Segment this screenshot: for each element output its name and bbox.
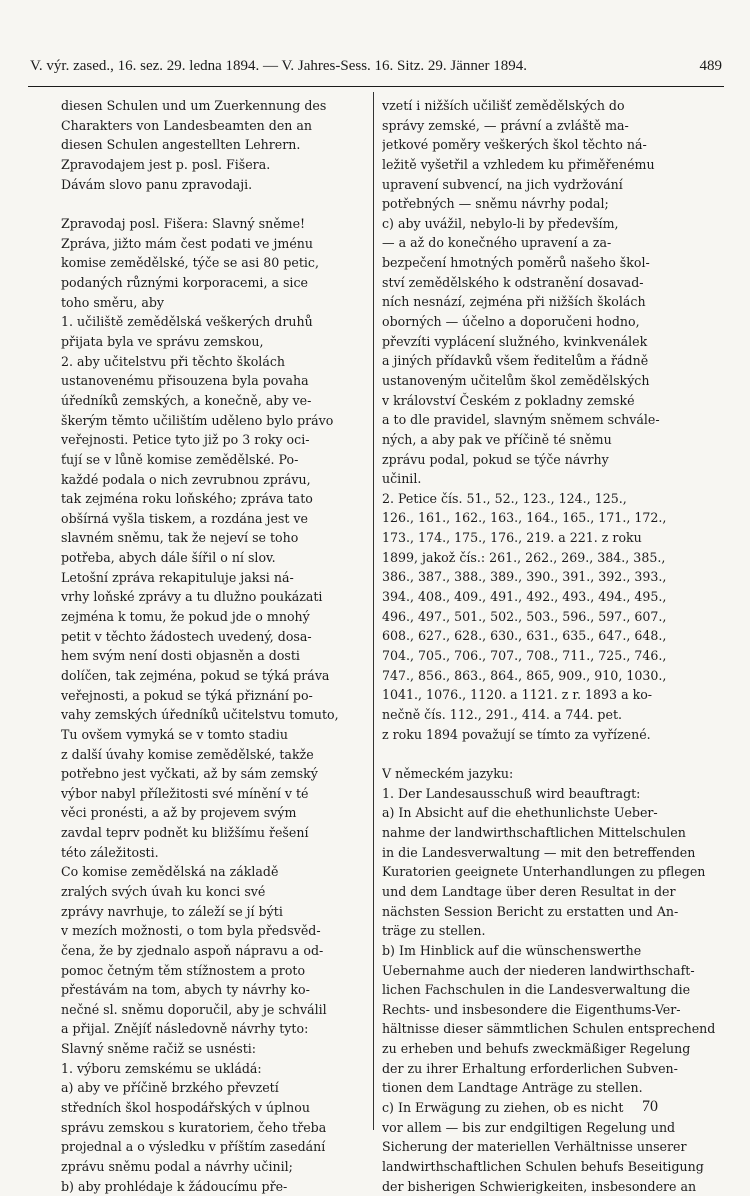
page-number: 489 <box>699 58 722 74</box>
text-line: 394., 408., 409., 491., 492., 493., 494., 495., <box>382 589 667 605</box>
text-line: výbor nabyl příležitosti své mínění v té <box>61 785 309 801</box>
text-line: ních nesnází, zejména při nižších školách <box>382 294 646 310</box>
text-line: středních škol hospodářských v úplnou <box>61 1100 310 1116</box>
text-line: nächsten Session Bericht zu erstatten und An- <box>382 903 679 919</box>
paragraph-gap <box>61 194 367 214</box>
text-line: 608., 627., 628., 630., 631., 635., 647., 648., <box>382 628 667 644</box>
text-line: V německém jazyku: <box>382 766 514 782</box>
text-line: tak zejména roku loňského; zpráva tato <box>61 491 313 507</box>
text-line: vahy zemských úředníků učitelstvu tomuto, <box>61 707 339 723</box>
text-line: 496., 497., 501., 502., 503., 596., 597., 607., <box>382 608 667 624</box>
text-line: 386., 387., 388., 389., 390., 391., 392., 393., <box>382 569 667 585</box>
text-line: der zu ihrer Erhaltung erforderlichen Subven- <box>382 1060 678 1076</box>
text-line: 2. aby učitelstvu při těchto školách <box>61 353 286 369</box>
text-line: Uebernahme auch der niederen landwirthschaft- <box>382 962 695 978</box>
text-line: každé podala o nich zevrubnou zprávu, <box>61 471 311 487</box>
text-line: — a až do konečného upravení a za- <box>382 235 612 251</box>
text-line: upravení subvencí, na jich vydržování <box>382 176 623 192</box>
text-line: a jiných přídavků všem ředitelům a řádně <box>382 353 649 369</box>
text-line: jetkové poměry veškerých škol těchto ná- <box>382 137 647 153</box>
text-line: projednal a o výsledku v příštím zasedání <box>61 1139 326 1155</box>
text-line: zprávu sněmu podal a návrhy učinil; <box>61 1158 293 1174</box>
text-line: Zpráva, jižto mám čest podati ve jménu <box>61 235 314 251</box>
text-line: Sicherung der materiellen Verhältnisse unserer <box>382 1139 687 1155</box>
text-line: ustanovenému přisouzena byla povaha <box>61 373 309 389</box>
text-line: vzetí i nižších učilišť zemědělských do <box>382 98 625 113</box>
text-line: v mezích možnosti, o tom byla předsvěd- <box>61 923 321 939</box>
text-line: a přijal. Znějíť následovně návrhy tyto: <box>61 1021 309 1037</box>
text-line: nahme der landwirthschaftlichen Mittelschulen <box>382 825 686 841</box>
text-line: z roku 1894 považují se tímto za vyřízené. <box>382 726 651 742</box>
text-line: hältnisse dieser sämmtlichen Schulen entsprechend <box>382 1021 716 1037</box>
text-line: Charakters von Landesbeamten den an <box>61 117 313 133</box>
running-header <box>30 58 722 84</box>
paragraph-gap <box>382 744 722 764</box>
text-line: toho směru, aby <box>61 294 165 310</box>
text-line: úředníků zemských, a konečně, aby ve- <box>61 392 312 408</box>
text-line: ležitě vyšetřil a vzhledem ku přiměřenému <box>382 156 655 172</box>
text-line: potřeba, abych dále šířil o ní slov. <box>61 550 276 566</box>
text-line: zavdal teprv podnět ku bližšímu řešení <box>61 825 309 841</box>
text-line: a) aby ve příčině brzkého převzetí <box>61 1080 279 1096</box>
text-line: Rechts- und insbesondere die Eigenthums-Ver- <box>382 1001 681 1017</box>
text-line: bezpečení hmotných poměrů našeho škol- <box>382 255 650 271</box>
text-line: veřejnosti, a pokud se týká přiznání po- <box>61 687 313 703</box>
column-divider <box>373 92 374 1130</box>
text-line: 1. Der Landesausschuß wird beauftragt: <box>382 785 641 801</box>
text-line: Dávám slovo panu zpravodaji. <box>61 176 253 192</box>
text-line: obšírná vyšla tiskem, a rozdána jest ve <box>61 510 308 526</box>
text-line: tionen dem Landtage Anträge zu stellen. <box>382 1080 643 1096</box>
text-line: zralých svých úvah ku konci své <box>61 883 266 899</box>
text-line: diesen Schulen und um Zuerkennung des <box>61 98 327 113</box>
text-line: Co komise zemědělská na základě <box>61 864 279 880</box>
text-line: převzíti vyplácení služného, kvinkvenálek <box>382 333 648 349</box>
text-line: škerým těmto učilištím uděleno bylo právo <box>61 412 334 428</box>
text-line: vrhy loňské zprávy a tu dlužno poukázati <box>61 589 323 605</box>
text-line: 1041., 1076., 1120. a 1121. z r. 1893 a ko- <box>382 687 653 703</box>
text-line: 126., 161., 162., 163., 164., 165., 171., 172., <box>382 510 667 526</box>
text-line: správu zemskou s kuratoriem, čeho třeba <box>61 1119 327 1135</box>
text-line: v království Českém z pokladny zemské <box>382 392 635 408</box>
text-line: Kuratorien geeignete Unterhandlungen zu pflegen <box>382 864 706 880</box>
text-line: in die Landesverwaltung — mit den betreffenden <box>382 844 696 860</box>
text-line: nečné sl. sněmu doporučil, aby je schválil <box>61 1001 327 1017</box>
text-line: ťují se v lůně komise zemědělské. Po- <box>61 451 299 467</box>
text-line: b) aby prohlédaje k žádoucímu pře- <box>61 1178 288 1194</box>
text-line: z další úvahy komise zemědělské, takže <box>61 746 314 762</box>
text-line: a to dle pravidel, slavným sněmem schvále- <box>382 412 660 428</box>
text-line: čena, že by zjednalo aspoň nápravu a od- <box>61 942 324 958</box>
text-line: der bisherigen Schwierigkeiten, insbesondere an <box>382 1178 697 1194</box>
text-line: zprávy navrhuje, to záleží se jí býti <box>61 903 283 919</box>
text-line: diesen Schulen angestellten Lehrern. <box>61 137 301 153</box>
text-line: 747., 856., 863., 864., 865, 909., 910, 1030., <box>382 667 667 683</box>
text-line: 2. Petice čís. 51., 52., 123., 124., 125., <box>382 490 627 506</box>
text-line: zejména k tomu, že pokud jde o mnohý <box>61 609 310 625</box>
text-line: zu erheben und behufs zweckmäßiger Regelung <box>382 1041 691 1057</box>
text-line: petit v těchto žádostech uvedený, dosa- <box>61 628 312 644</box>
text-line: učinil. <box>382 471 422 487</box>
text-line: landwirthschaftlichen Schulen behufs Beseitigung <box>382 1158 704 1174</box>
text-line: c) aby uvážil, nebylo-li by především, <box>382 215 619 231</box>
text-line: 1. učiliště zemědělská veškerých druhů <box>61 314 313 330</box>
text-line: nečně čís. 112., 291., 414. a 744. pet. <box>382 706 623 722</box>
text-line: dolíčen, tak zejména, pokud se týká práva <box>61 667 330 683</box>
text-line: zprávu podal, pokud se týče návrhy <box>382 451 609 467</box>
text-line: 173., 174., 175., 176., 219. a 221. z roku <box>382 530 642 546</box>
text-line: ných, a aby pak ve příčině té sněmu <box>382 431 612 447</box>
text-line: slavném sněmu, tak že nejeví se toho <box>61 530 299 546</box>
text-line: věci pronésti, a až by projevem svým <box>61 805 297 821</box>
text-line: c) In Erwägung zu ziehen, ob es nicht <box>382 1100 624 1116</box>
text-line: a) In Absicht auf die ehethunlichste Ueber- <box>382 805 658 821</box>
text-line: přestávám na tom, abych ty návrhy ko- <box>61 982 310 998</box>
text-line: hem svým není dosti objasněn a dosti <box>61 648 300 664</box>
text-line: podaných různými korporacemi, a sice <box>61 275 308 291</box>
text-line: 704., 705., 706., 707., 708., 711., 725., 746., <box>382 647 667 663</box>
text-line: potřebno jest vyčkati, až by sám zemský <box>61 766 318 782</box>
text-line: potřebných — sněmu návrhy podal; <box>382 196 609 212</box>
header-rule <box>28 86 724 87</box>
text-line: Slavný sněme račiž se usnésti: <box>61 1041 257 1057</box>
text-line: ustanoveným učitelům škol zemědělských <box>382 372 650 388</box>
running-header-text: V. výr. zased., 16. sez. 29. ledna 1894. — V. Jahres-Sess. 16. Sitz. 29. Jänner 1894. <box>30 58 528 74</box>
text-line: lichen Fachschulen in die Landesverwaltung die <box>382 982 691 998</box>
text-line: Letošní zpráva rekapituluje jaksi ná- <box>61 569 294 585</box>
text-line: pomoc četným těm stížnostem a proto <box>61 962 306 978</box>
text-line: přijata byla ve správu zemskou, <box>61 334 264 350</box>
text-line: oborných — účelno a doporučeni hodno, <box>382 314 640 330</box>
text-line: Zpravodaj posl. Fišera: Slavný sněme! <box>61 216 306 232</box>
text-line: správy zemské, — právní a zvláště ma- <box>382 117 629 133</box>
text-line: ství zemědělského k odstranění dosavad- <box>382 274 644 290</box>
left-column <box>61 96 367 1196</box>
text-line: und dem Landtage über deren Resultat in der <box>382 883 676 899</box>
text-line: Zpravodajem jest p. posl. Fišera. <box>61 156 271 172</box>
text-line: této záležitosti. <box>61 844 159 860</box>
text-line: komise zemědělské, týče se asi 80 petic, <box>61 255 319 271</box>
text-line: träge zu stellen. <box>382 923 486 939</box>
text-line: vor allem — bis zur endgiltigen Regelung und <box>382 1119 676 1135</box>
text-line: b) Im Hinblick auf die wünschenswerthe <box>382 942 642 958</box>
text-line: Tu ovšem vymyká se v tomto stadiu <box>61 726 289 742</box>
text-line: 1899, jakož čís.: 261., 262., 269., 384., 385., <box>382 549 666 565</box>
text-line: veřejnosti. Petice tyto již po 3 roky oci- <box>61 432 310 448</box>
signature-number: 70 <box>642 1098 658 1115</box>
text-line: 1. výboru zemskému se ukládá: <box>61 1060 262 1076</box>
right-column <box>382 96 722 1196</box>
